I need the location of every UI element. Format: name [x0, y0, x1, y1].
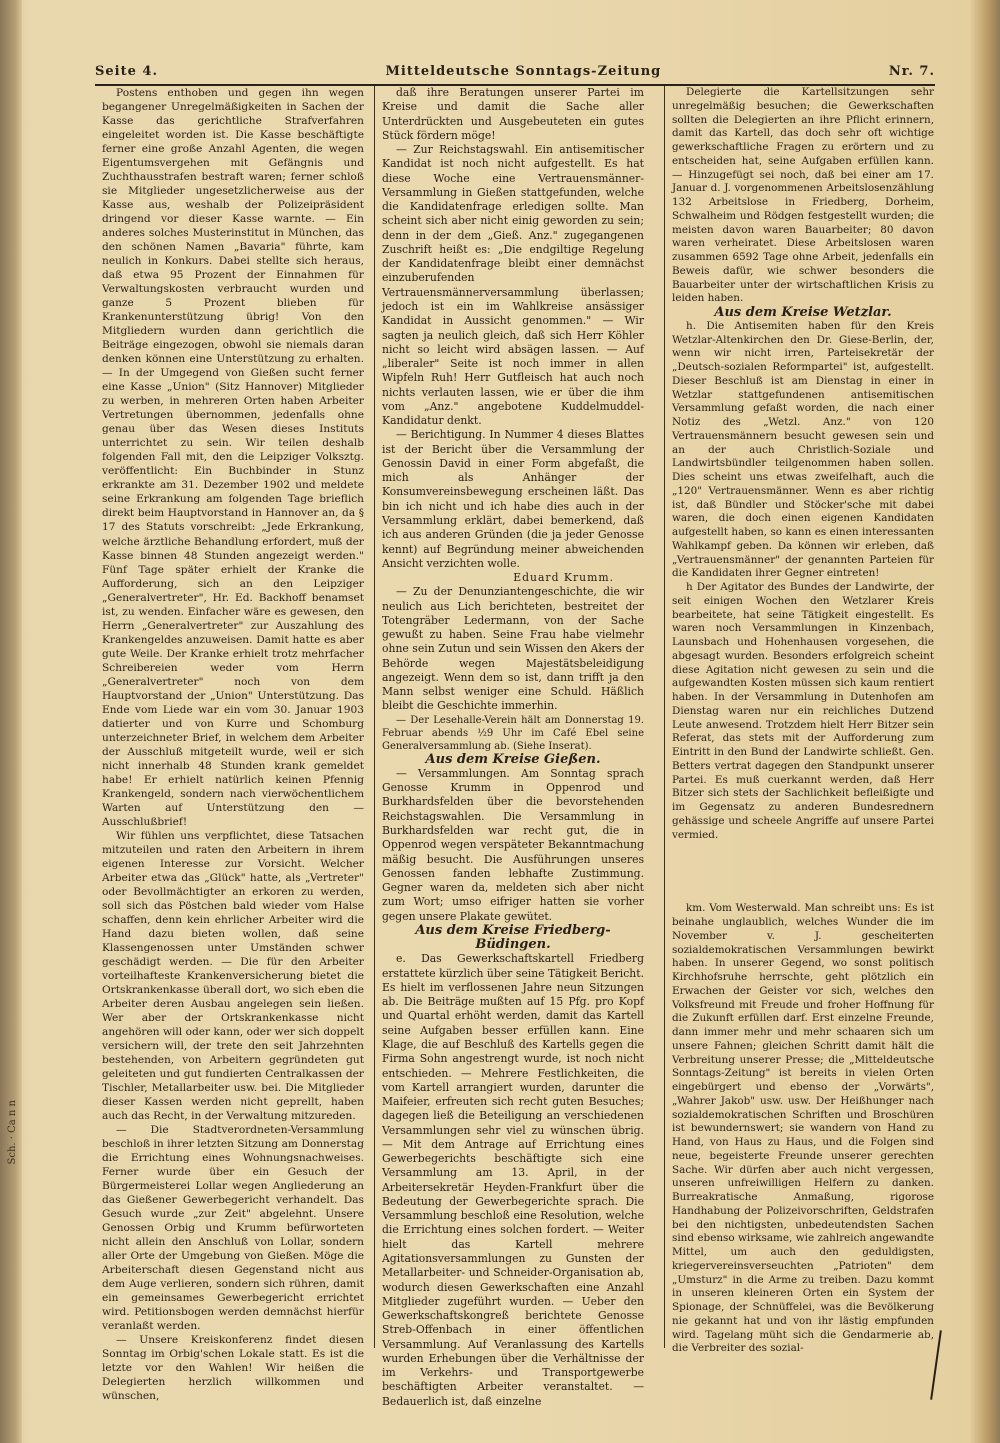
column-divider [664, 86, 665, 1348]
section-heading: Aus dem Kreise Gießen. [425, 751, 601, 767]
column-divider [374, 86, 375, 1348]
article-paragraph: — Unsere Kreiskonferenz findet diesen Sonntag im Orbig'schen Lokale statt. Es ist die letzte vor den Wahlen! Wir heißen die Delegierten herzlich willkommen und wünschen, [102, 1334, 364, 1403]
spacer [672, 842, 934, 902]
article-paragraph: — Berichtigung. In Nummer 4 dieses Blattes ist der Bericht über die Versammlung der Genossin David in einer Form abgefaßt, die mich als Anhänger der Konsumvereinsbewegung erscheinen läßt. Das bin ich nicht und ich habe dies auch in der Versammlung erklärt, dabei bemerkend, daß ich aus anderen Gründen (die ja jeder Genosse kennt) auf Begründung meiner abweichenden Ansicht verzichten wolle. [382, 428, 644, 570]
book-binding [0, 0, 22, 1443]
article-paragraph: daß ihre Beratungen unserer Partei im Kreise und damit die Sache aller Unterdrückten und Ausgebeuteten ein gutes Stück fördern möge! [382, 86, 644, 142]
article-paragraph: — Die Stadtverordneten-Versammlung beschloß in ihrer letzten Sitzung am Donnerstag die Errichtung eines Wohnungsnachweises. Ferner wurde über ein Gesuch der Bürgermeisterei Lollar wegen Angliederung an das Gießener Gewerbegericht verhandelt. Das Gesuch wurde „zur Zeit" abgelehnt. Unsere Genossen Orbig und Krumm befürworteten nicht allein den Anschluß von Lollar, sondern aller Orte der Umgebung von Gießen. Möge die Arbeiterschaft diesen Gegenstand nicht aus dem Auge verlieren, sondern sich rühren, damit ein gemeinsames Gewerbegericht errichtet wird. Petitionsbogen werden demnächst hierfür veranlaßt werden. [102, 1124, 364, 1333]
page-edge [970, 0, 1000, 1443]
column-1 [102, 86, 364, 1403]
article-paragraph: — Zur Reichstagswahl. Ein antisemitischer Kandidat ist noch nicht aufgestellt. Es hat diese Woche eine Vertrauensmänner-Versammlung in Gießen stattgefunden, welche die Kandidatenfrage erledigen sollte. Man scheint sich aber nicht einig geworden zu sein; denn in der dem „Gieß. Anz." zugegangenen Zuschrift heißt es: „Die endgiltige Regelung der Kandidatenfrage bleibt einer demnächst einzuberufenden Vertrauensmännerversammlung überlassen; jedoch ist ein im Wahlkreise ansässiger Kandidat in Aussicht genommen." — Wir sagten ja neulich gleich, daß sich Herr Köhler nicht so leicht wird absägen lassen. — Auf „liberaler" Seite ist noch immer in allen Wipfeln Ruh! Herr Gutfleisch hat auch noch nichts verlauten lassen, wie er über die ihm vom „Anz." angebotene Kuddelmuddel-Kandidatur denkt. [382, 143, 644, 428]
notice: — Der Lesehalle-Verein hält am Donnerstag 19. Februar abends ½9 Uhr im Café Ebel seine Generalversammlung ab. (Siehe Inserat). [382, 714, 644, 752]
section-heading: Aus dem Kreise Wetzlar. [714, 305, 892, 320]
column-3 [672, 86, 934, 1356]
page-header [95, 60, 935, 82]
article-paragraph: e. Das Gewerkschaftskartell Friedberg erstattete kürzlich über seine Tätigkeit Bericht. Es hielt im verflossenen Jahre neun Sitzungen ab. Die Beiträge mußten auf 15 Pfg. pro Kopf und Quartal erhöht werden, damit das Kartell seine Aufgaben besser erfüllen kann. Eine Klage, die auf Beschluß des Kartells gegen die Firma Sohn angestrengt wurde, ist noch nicht entschieden. — Mehrere Festlichkeiten, die vom Kartell arrangiert wurden, darunter die Maifeier, erfreuten sich recht guten Besuches; dagegen ließ die Beteiligung an verschiedenen Versammlungen sehr viel zu wünschen übrig. — Mit dem Antrage auf Errichtung eines Gewerbegerichts beschäftigte sich eine Versammlung am 13. April, in der Arbeitersekretär Heyden-Frankfurt über die Bedeutung der Gewerbegerichte sprach. Die Versammlung beschloß eine Resolution, welche die Errichtung eines solchen fordert. — Weiter hielt das Kartell mehrere Agitationsversammlungen zu Gunsten der Metallarbeiter- und Schneider-Organisation ab, wodurch diesen Gewerkschaften eine Anzahl Mitglieder zugeführt wurden. — Ueber den Gewerkschaftskongreß berichtete Genosse Streb-Offenbach in einer öffentlichen Versammlung. Auf Veranlassung des Kartells wurden Erhebungen über die Verhältnisse der im Verkehrs- und Transportgewerbe beschäftigten Arbeiter veranstaltet. — Bedauerlich ist, daß einzelne [382, 952, 644, 1408]
margin-note: Sch. · Ca n n [7, 1100, 18, 1165]
article-paragraph: h Der Agitator des Bundes der Landwirte, der seit einigen Wochen den Wetzlarer Kreis bearbeitete, hat seine Tätigkeit eingestellt. Es waren noch Versammlungen in Kinzenbach, Launsbach und Hohenhausen vorgesehen, die abgesagt wurden. Besonders erfolgreich scheint diese Agitation nicht gewesen zu sein und die aufgewandten Kosten müssen sich kaum rentiert haben. In der Versammlung in Dutenhofen am Dienstag waren nur ein reichliches Dutzend Leute anwesend. Trotzdem hielt Herr Bitzer sein Referat, das stets mit der Aufforderung zum Eintritt in den Bund der Landwirte schließt. Gen. Betters vertrat dagegen den Standpunkt unserer Partei. Es muß cuerkannt werden, daß Herr Bitzer sich stets der Sachlichkeit befleißigte und im Gegensatz zu anderen Bundesrednern gehässige und scheele Angriffe auf unsere Partei vermied. [672, 581, 934, 841]
column-2 [382, 86, 644, 1409]
signature: Eduard Krumm. [513, 571, 614, 585]
article-paragraph: Delegierte die Kartellsitzungen sehr unregelmäßig besuchen; die Gewerkschaften sollten die Delegierten an ihre Pflicht erinnern, damit das Kartell, das doch sehr oft wichtige gewerkschaftliche Fragen zu erörtern und zu entscheiden hat, seine Aufgaben erfüllen kann. — Hinzugefügt sei noch, daß bei einer am 17. Januar d. J. vorgenommenen Arbeitslosenzählung 132 Arbeitslose in Friedberg, Dorheim, Schwalheim und Rödgen festgestellt wurden; die meisten davon waren Bauarbeiter; 80 davon waren verheiratet. Diese Arbeitslosen waren zusammen 6592 Tage ohne Arbeit, jedenfalls ein Beweis dafür, wie schwer besonders die Bauarbeiter unter der wirtschaftlichen Krisis zu leiden haben. [672, 86, 934, 305]
article-paragraph: km. Vom Westerwald. Man schreibt uns: Es ist beinahe unglaublich, welches Wunder die im November v. J. gescheiterten sozialdemokratischen Versammlungen bewirkt haben. In unserer Gegend, wo sonst politisch Kirchhofsruhe herrschte, geht plötzlich ein Erwachen der Geister vor sich, welches den Volksfreund mit Freude und froher Hoffnung für die Zukunft erfüllen darf. Erst einzelne Freunde, dann immer mehr und mehr schaaren sich um unsere Fahnen; gleichen Schritt damit hält die Verbreitung unserer Presse; die „Mitteldeutsche Sonntags-Zeitung" ist bereits in vielen Orten eingebürgert und ebenso der „Vorwärts", „Wahrer Jakob" usw. usw. Der Heißhunger nach sozialdemokratischen Schriften und Broschüren ist bewundernswert; sie wandern von Hand zu Hand, von Haus zu Haus, und die Folgen sind neue, begeisterte Freunde unserer gerechten Sache. Wir dürfen aber auch nicht vergessen, unseren unfreiwilligen Helfern zu danken. Burreakratische Anmaßung, rigorose Handhabung der Polizeivorschriften, Geldstrafen bei den nichtigsten, unbedeutendsten Sachen sind ebenso wirksame, wie zahlreich angewandte Mittel, um auch den geduldigsten, kriegervereinsverseuchten „Patrioten" dem „Umsturz" in die Arme zu treiben. Dazu kommt in unseren kleineren Orten ein System der Spionage, der Schnüffelei, was die Bevölkerung nie gekannt hat und von ihr lästig empfunden wird. Tagelang müht sich die Gendarmerie ab, die Verbreiter des sozial- [672, 902, 934, 1355]
issue-number: Nr. 7. [888, 63, 935, 79]
article-paragraph: Postens enthoben und gegen ihn wegen begangener Unregelmäßigkeiten in Sachen der Kasse das gerichtliche Strafverfahren eingeleitet worden ist. Die Kasse beschäftigte ferner eine große Anzahl Agenten, die wegen Eigentumsvergehen mit Gefängnis und Zuchthausstrafen bestraft waren; ferner schloß sie Mitglieder ungesetzlicherweise aus der Kasse aus, weshalb der Polizeipräsident dringend vor dieser Kasse warnte. — Ein anderes solches Musterinstitut in München, das den schönen Namen „Bavaria" führte, kam neulich in Konkurs. Dabei stellte sich heraus, daß etwa 95 Prozent der Einnahmen für Verwaltungskosten verbraucht wurden und ganze 5 Prozent blieben für Krankenunterstützung übrig! Von den Mitgliedern wurden dann gerichtlich die Beiträge eingezogen, obwohl sie niemals daran denken können eine Unterstützung zu erhalten. — In der Umgegend von Gießen sucht ferner eine Kasse „Union" (Sitz Hannover) Mitglieder zu werben, in mehreren Orten haben Arbeiter Vertretungen übernommen, jedenfalls ohne genau über das Wesen dieses Instituts unterrichtet zu sein. Wir teilen deshalb folgenden Fall mit, den die Leipziger Volksztg. veröffentlicht: Ein Buchbinder in Stunz erkrankte am 31. Dezember 1902 und meldete seine Erkrankung am folgenden Tage brieflich direkt beim Hauptvorstand in Hannover an, da § 17 des Statuts vorschreibt: „Jede Erkrankung, welche ärztliche Behandlung erfordert, muß der Kasse binnen 48 Stunden angezeigt werden." Fünf Tage später erhielt der Kranke die Aufforderung, sich an den Leipziger „Generalvertreter", Hr. Ed. Backhoff benamset ist, zu wenden. Einfacher wäre es gewesen, den Herrn „Generalvertreter" zur Auszahlung des Krankengeldes anzuweisen. Damit hatte es aber gute Weile. Der Kranke erhielt trotz mehrfacher Schreibereien weder vom Herrn „Generalvertreter" noch von dem Hauptvorstand der „Union" Unterstützung. Das Ende vom Liede war ein vom 30. Januar 1903 datierter und von Kurre und Schomburg unterzeichneter Brief, in welchem dem Arbeiter der Ausschluß mitgeteilt wurde, weil er sich nicht innerhalb 48 Stunden krank gemeldet habe! Er erhielt natürlich keinen Pfennig Krankengeld, sondern nach vierwöchentlichem Warten auf Unterstützung den — Ausschlußbrief! [102, 87, 364, 828]
article-paragraph: — Versammlungen. Am Sonntag sprach Genosse Krumm in Oppenrod und Burkhardsfelden über die bevorstehenden Reichstagswahlen. Die Versammlung in Burkhardsfelden war recht gut, die in Oppenrod wegen verspäteter Bekanntmachung mäßig besucht. Die Ausführungen unseres Genossen fanden lebhafte Zustimmung. Gegner waren da, meldeten sich aber nicht zum Wort; umso eifriger hatten sie vorher gegen unsere Plakate gewütet. [382, 766, 644, 923]
newspaper-title: Mitteldeutsche Sonntags-Zeitung [385, 63, 662, 79]
article-paragraph: Wir fühlen uns verpflichtet, diese Tatsachen mitzuteilen und raten den Arbeitern in ihrem eigenen Interesse zur Vorsicht. Welcher Arbeiter etwa das „Glück" hatte, als „Vertreter" oder Bevollmächtigter an erkoren zu werden, soll sich das Pöstchen bald wieder vom Halse schaffen, denn kein ehrlicher Arbeiter wird die Hand dazu bieten wollen, daß seine Klassengenossen unter Umständen schwer geschädigt werden. — Die für den Arbeiter vorteilhafteste Krankenversicherung bietet die Ortskrankenkasse überall dort, wo sich eben die Arbeiter deren Ausbau angelegen sein ließen. Wer aber der Ortskrankenkasse nicht angehören will oder kann, oder wer sich doppelt versichern will, der trete den seit Jahrzehnten bestehenden, von Arbeitern gegründeten gut geleiteten und gut fundierten Centralkassen der Tischler, Metallarbeiter usw. bei. Die Mitglieder dieser Kassen werden nicht geprellt, haben auch das Recht, in der Verwaltung mitzureden. [102, 829, 364, 1123]
page-number: Seite 4. [95, 63, 158, 79]
section-heading: Aus dem Kreise Friedberg-Büdingen. [415, 922, 611, 953]
article-paragraph: — Zu der Denunziantengeschichte, die wir neulich aus Lich berichteten, bestreitet der Totengräber Ledermann, von der Sache gewußt zu haben. Seine Frau habe vielmehr ohne sein Zutun und sein Wissen den Akers der Behörde wegen Majestätsbeleidigung angezeigt. Wenn dem so ist, dann trifft ja den Mann selbst weniger eine Schuld. Häßlich bleibt die Geschichte immerhin. [382, 585, 644, 713]
article-paragraph: h. Die Antisemiten haben für den Kreis Wetzlar-Altenkirchen den Dr. Giese-Berlin, der, wenn wir nicht irren, Parteisekretär der „Deutsch-sozialen Reformpartei" ist, aufgestellt. Dieser Beschluß ist am Dienstag in einer in Wetzlar stattgefundenen antisemitischen Versammlung gefaßt worden, die nach einer Notiz des „Wetzl. Anz." von 120 Vertrauensmännern besucht gewesen sein und an der auch Christlich-Soziale und Landwirtsbündler teilgenommen haben sollen. Dies scheint uns etwas zweifelhaft, auch die „120" Vertrauensmänner. Wenn es aber richtig ist, daß Bündler und Stöcker'sche mit dabei waren, die doch einen eigenen Kandidaten aufgestellt haben, so kann es einen interessanten Wahlkampf geben. Da können wir erleben, daß „Vertrauensmänner" der genannten Parteien für die Kandidaten ihrer Gegner eintreten! [672, 319, 934, 580]
